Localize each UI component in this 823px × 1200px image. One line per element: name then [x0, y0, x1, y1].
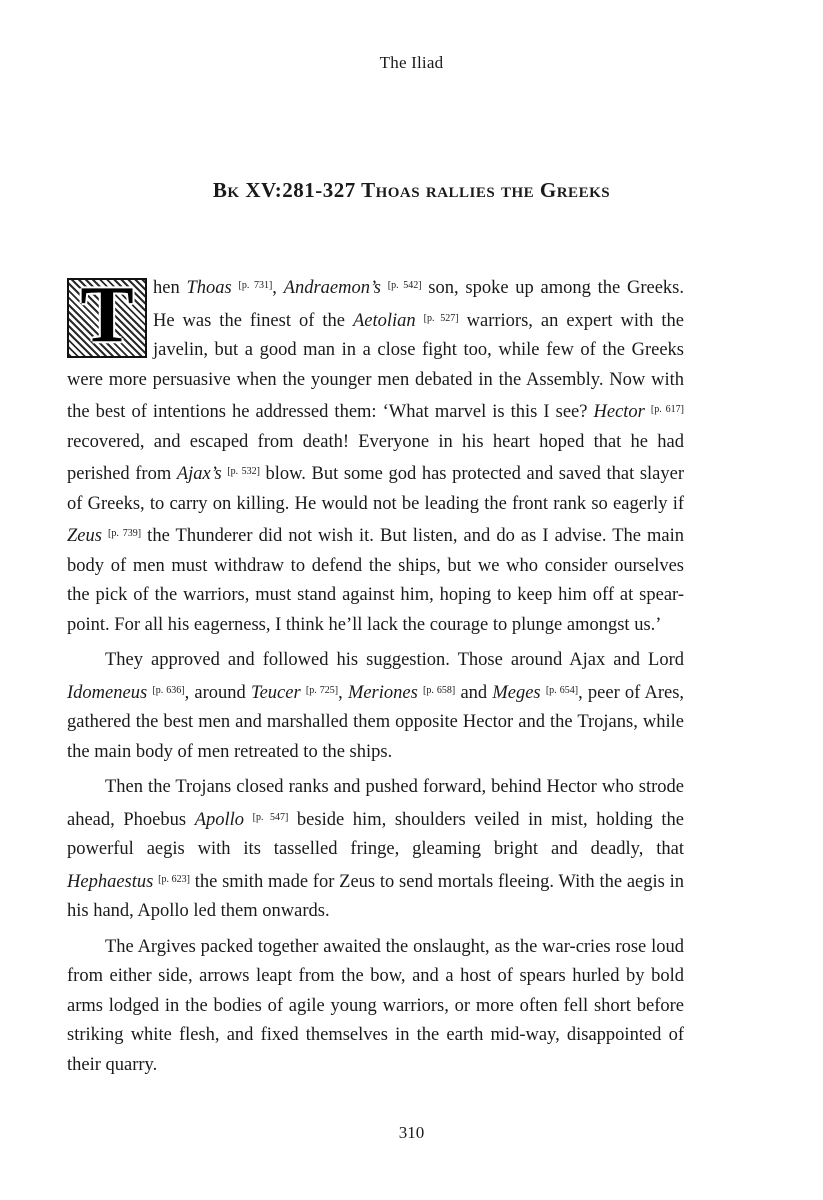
text-segment: , around: [184, 682, 251, 703]
page-reference: [p. 731]: [238, 280, 273, 291]
text-segment: , peer of Ares, gathered the best men and marshalled them opposite Hector and the Trojans, while the main body of men retreated to the ships.: [67, 682, 685, 762]
name-teucer: Teucer: [250, 682, 301, 703]
name-thoas: Thoas: [186, 278, 232, 298]
running-head: The Iliad: [379, 53, 444, 72]
body-text: [67, 271, 684, 1086]
text-segment: blow. But some god has protected and saved that slayer of Greeks, to carry on killing. He would not be leading the front rank so eagerly if: [67, 464, 684, 514]
name-idomeneus: Idomeneus: [67, 682, 148, 703]
text-segment: hen: [153, 278, 187, 298]
name-zeus: Zeus: [67, 526, 102, 546]
page-reference: [p. 739]: [108, 528, 142, 539]
name-aetolian: Aetolian: [352, 310, 416, 331]
name-meges: Meges: [492, 682, 541, 703]
page-reference: [p. 658]: [423, 684, 456, 696]
paragraph-3: [67, 773, 684, 927]
name-hephaestus: Hephaestus: [67, 871, 154, 892]
name-ajax: Ajax’s: [176, 464, 222, 484]
page-reference: [p. 654]: [545, 684, 579, 696]
page-reference: [p. 547]: [252, 811, 289, 823]
text-segment: ,: [272, 278, 284, 298]
text-segment: Then the Trojans closed ranks and pushed forward, behind Hector who strode ahead, Phoebus: [67, 777, 684, 830]
text-segment: ,: [338, 682, 348, 703]
text-segment: beside him, shoulders veiled in mist, holding the powerful aegis with its tasselled fringe, gleaming bright and deadly, that: [67, 809, 685, 859]
name-andraemon: Andraemon’s: [283, 278, 381, 298]
name-hector: Hector: [593, 402, 645, 422]
paragraph-1: [67, 271, 684, 640]
page-reference: [p. 617]: [650, 404, 684, 415]
text-segment: the Thunderer did not wish it. But listen, and do as I advise. The main body of men must withdraw to defend the ships, but we who consider ourselves the pick of the warriors, must stand against him, hoping to keep him off at spear-point. For all his eagerness, I think he’ll lack the courage to plunge amongst us.’: [67, 526, 685, 635]
text-segment: recovered, and escaped from death! Everyone in his heart hoped that he had perished from: [67, 431, 684, 484]
text-segment: son, spoke up among the Greeks. He was the finest of the: [153, 278, 685, 331]
text-segment: the smith made for Zeus to send mortals fleeing. With the aegis in his hand, Apollo led them onwards.: [67, 871, 684, 921]
page-reference: [p. 542]: [387, 280, 422, 291]
paragraph-2: [67, 646, 684, 767]
paragraph-4: The Argives packed together awaited the onslaught, as the war-cries rose loud from either side, arrows leapt from the bow, and a host of spears hurled by bold arms lodged in the bodies of agile young warriors, or more often fell short before striking white flesh, and fixed themselves in the earth mid-way, disappointed of their quarry.: [67, 936, 684, 1075]
text-segment: warriors, an expert with the javelin, but a good man in a close fight too, while few of the Greeks were more persuasive when the younger men debated in the Assembly. Now with the best of intentions he addressed them: ‘What marvel is this I see?: [67, 310, 685, 422]
page-reference: [p. 623]: [158, 873, 190, 885]
name-apollo: Apollo: [194, 809, 245, 830]
page-reference: [p. 527]: [423, 312, 459, 324]
page-number: 310: [398, 1123, 425, 1142]
drop-cap-ornament: [67, 270, 147, 359]
text-segment: They approved and followed his suggestion. Those around Ajax and Lord: [105, 650, 684, 670]
text-segment: and: [455, 682, 493, 703]
name-meriones: Meriones: [347, 682, 418, 703]
drop-cap-letter: T: [80, 270, 134, 359]
page-reference: [p. 532]: [227, 466, 260, 477]
page-reference: [p. 636]: [152, 684, 185, 696]
chapter-title: Bk XV:281-327 Thoas rallies the Greeks: [212, 178, 611, 202]
page-reference: [p. 725]: [305, 684, 339, 696]
